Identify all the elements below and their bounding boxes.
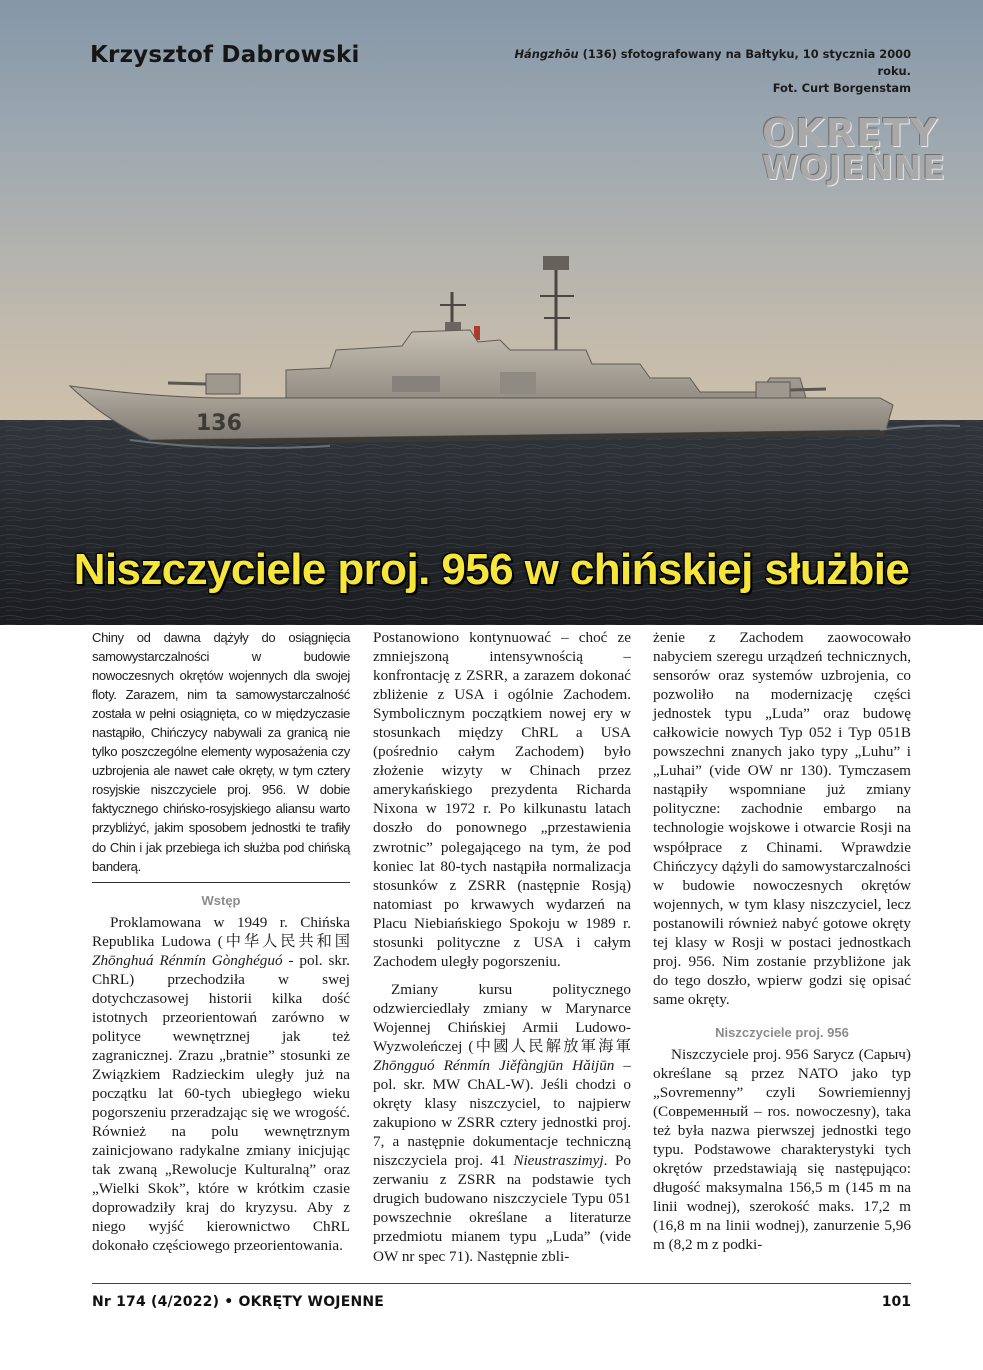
section-heading-project-956: Niszczyciele proj. 956 [715, 1024, 849, 1040]
text-run-italic: Nieustraszimyj [513, 1152, 604, 1170]
body-paragraph [92, 913, 350, 1256]
text-run: – pol. skr. MW ChAL-W). Jeśli chodzi o okręty klasy niszczyciel, to najpierw zakupiono w ZSRR cztery jednostki proj. 7, a następnie dokumentacje techniczną niszczyciela proj. 41 [373, 1057, 632, 1170]
page-number: 101 [881, 1294, 911, 1310]
issue-info: Nr 174 (4/2022) • OKRĘTY WOJENNE [92, 1294, 385, 1310]
section-heading-intro: Wstęp [201, 892, 241, 908]
column-1 [92, 628, 350, 1256]
text-run: Proklamowana w 1949 r. Chińska Republika Ludowa (中华人民共和国 [92, 913, 350, 950]
footer-divider [92, 1283, 911, 1284]
text-run: Zmiany kursu politycznego odzwierciedlały zmiany w Marynarce Wojennej Chińskiej Armii Ludowo-Wyzwoleńczej (中國人民解放軍海軍 [373, 980, 631, 1055]
logo-line-2: WOJENNE [762, 147, 947, 187]
column-3 [653, 628, 911, 1255]
body-paragraph: Postanowiono kontynuować – choć ze zmniejszoną intensywnością – konfrontację z ZSRR, a zarazem dokonać zbliżenie z USA i ogólnie Zachodem. Symbolicznym początkiem nowej ery w stosunkach między ChRL a USA (pośrednio całym Zachodem) było złożenie wizyty w Chinach przez amerykańskiego prezydenta Richarda Nixona w 1972 r. Po kilkunastu latach doszło do ponownego „przestawienia zwrotnic” polegającego na tym, że pod koniec lat 80-tych nastąpiła normalizacja stosunków z ZSRR (następnie Rosją) natomiast po krwawych wydarzeń na Placu Niebiańskiego Spokoju w 1989 r. stosunki polityczne z USA i całym Zachodem uległy pogorszeniu. [373, 629, 631, 970]
logo-line-1: OKRĘTY [762, 111, 939, 155]
text-run-italic: Zhōngguó Rénmín Jiěfàngjūn Hǎijūn [373, 1057, 615, 1075]
text-run: . Po zerwaniu z ZSRR na podstawie tych drugich budowano niszczyciele Typu 051 powszechnie określane a literaturze przedmiotu mianem typu „Luda” (vide OW nr spec 71). Następnie zbli- [373, 1152, 631, 1265]
text-run: - pol. skr. ChRL) przechodziła w swej dotychczasowej historii kilka dość istotnych przeorientowań zarówno w polityce wewnętrznej jak też zagranicznej. Zrazu „bratnie” stosunki ze Związkiem Radzieckim uległy już na początku lat 60-tych ubiegłego wieku pogorszeniu przeradzając się we wrogość. Również na polu wewnętrznym zainicjowano radykalne zmiany inicjując tak zwaną „Rewolucje Kulturalną” oraz „Wielki Skok”, które w krótkim czasie doprowadziły kraj do kryzysu. Aby z niego wyjść kierownictwo ChRL dokonało częściowego przeorientowania. [92, 951, 350, 1255]
hero-photo [0, 0, 983, 625]
body-paragraph: Niszczyciele proj. 956 Sarycz (Сарыч) określane są przez NATO jako typ „Sovremenny” czyli Sowriemiennyj (Современный – ros. nowoczesny), taka też była nazwa pierwszej jednostki tego typu. Podstawowe charakterystyki tych okrętów przedstawiają się następująco: długość maksymalna 156,5 m (145 m na linii wodnej), szerokość maks. 17,2 m (16,8 m na linii wodnej), zanurzenie 5,96 m (8,2 m z podki- [653, 1045, 911, 1254]
svg-text:136: 136 [196, 411, 242, 436]
caption-text: (136) sfotografowany na Bałtyku, 10 stycznia 2000 roku. [578, 47, 911, 78]
body-paragraph: żenie z Zachodem zaowocowało nabyciem szeregu urządzeń technicznych, sensorów oraz systemów uzbrojenia, co pozwoliło na modernizację części jednostek typu „Luda” oraz budowę całkowicie nowych Typ 052 i Typ 051B powszechni znanych jako typy „Luhu” i „Luhai” (vide OW nr 130). Tymczasem nastąpiły wspomniane już zmiany polityczne: zachodnie embargo na technologie wojskowe i otwarcie Rosji na współprace z Chinami. Wprawdzie Chińczycy dążyli do samowystarczalności w budowie nowoczesnych okrętów wojennych, w tym klasy niszczyciel, lecz postanowili również nabyć gotowe okręty tej klasy w Rosji w postaci jednostkach proj. 956. Nim zostanie przybliżone jak do tego doszło, wpierw godzi się opisać same okręty. [653, 629, 911, 1008]
caption-credit: Fot. Curt Borgenstam [772, 81, 911, 95]
caption-ship-name: Hángzhōu [514, 47, 579, 61]
lead-paragraph: Chiny od dawna dążyły do osiągnięcia samowystarczalności w budowie nowoczesnych okrętów wojennych dla swojej floty. Zarazem, nim ta samowystarczalność została w pełni osiągnięta, co w międzyczasie nastąpiło, Chińczycy nabywali za granicą nie tylko poszczególne elementy wyposażenia czy uzbrojenia ale nawet całe okręty, w tym cztery rosyjskie niszczyciele proj. 956. W dobie faktycznego chińsko-rosyjskiego aliansu warto przybliżyć, jakim sposobem jednostki te trafiły do Chin i jak przebiega ich służba pod chińską banderą. [92, 630, 350, 874]
body-paragraph [373, 980, 631, 1266]
photo-caption [491, 46, 911, 97]
text-run-italic: Zhōnghuá Rénmín Gònghéguó [92, 951, 283, 969]
magazine-logo [762, 111, 947, 187]
article-title: Niszczyciele proj. 956 w chińskiej służbie [73, 545, 910, 594]
author-name: Krzysztof Dabrowski [90, 42, 360, 68]
column-2 [373, 628, 631, 1266]
lead-divider [92, 882, 350, 883]
